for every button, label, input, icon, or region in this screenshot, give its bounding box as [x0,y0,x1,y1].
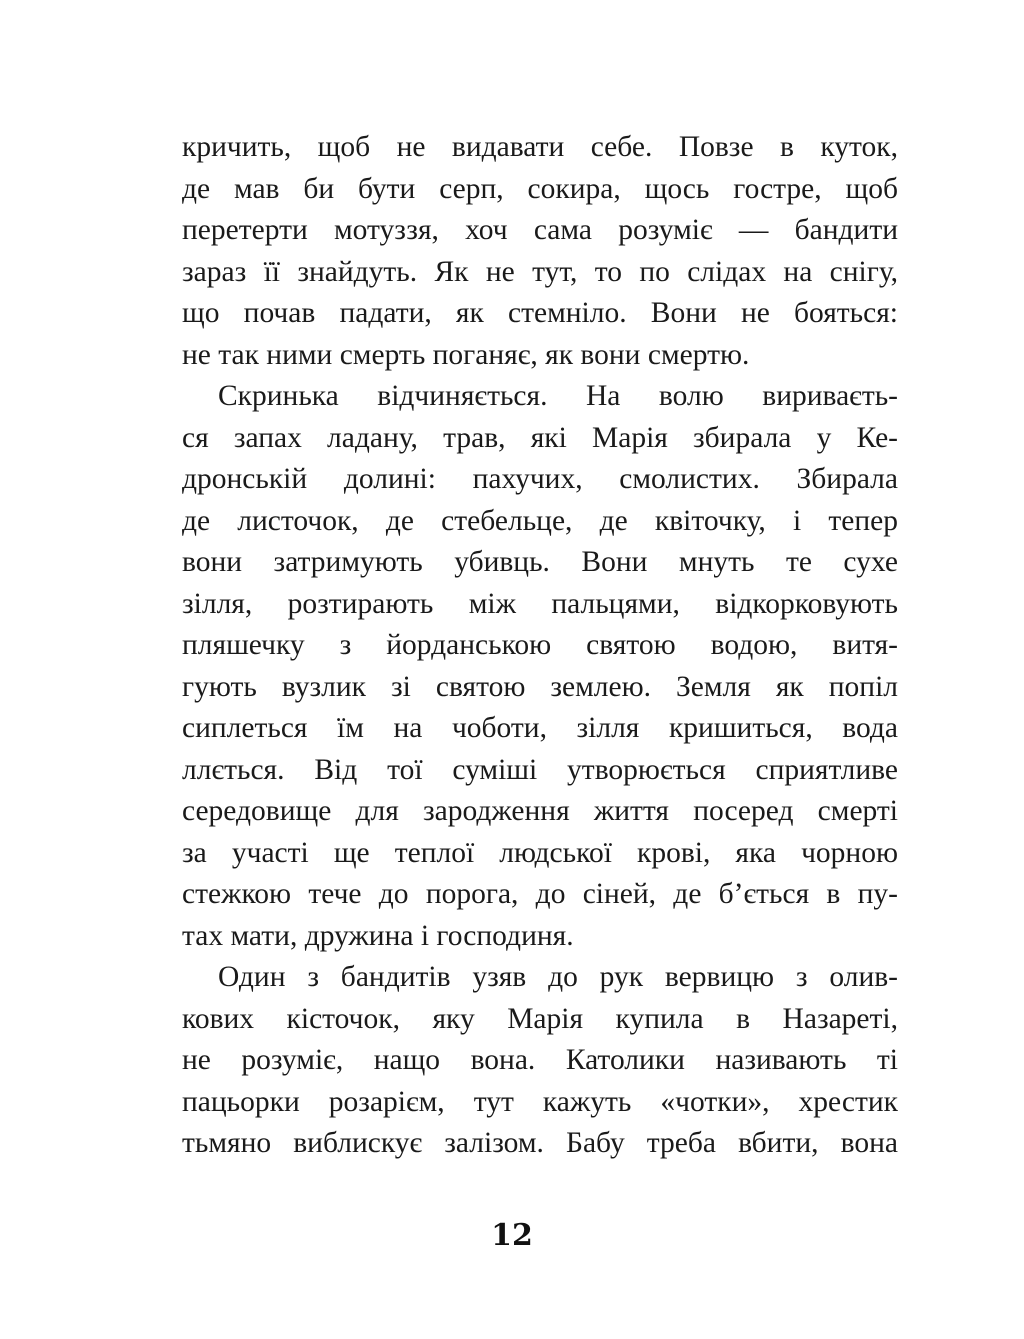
text-line: де мав би бути серп, сокира, щось гостре, щоб [182,172,898,205]
text-line: що почав падати, як стемніло. Вони не бояться: [182,297,898,329]
page-number: 12 [491,1218,533,1253]
paragraph-2 [182,376,898,957]
text-line: тах мати, дружина і господиня. [182,919,574,952]
body-text [182,127,898,1165]
paragraph-3 [182,957,898,1165]
text-line: зілля, розтирають між пальцями, відкорковують [182,587,898,620]
paragraph-1 [182,127,898,376]
text-line: середовище для зародження життя посеред смерті [182,795,898,827]
text-line: де листочок, де стебельце, де квіточку, і тепер [182,504,898,537]
text-line: не так ними смерть поганяє, як вони смертю. [182,338,750,371]
text-line: перетерти мотуззя, хоч сама розуміє — бандити [182,214,898,246]
text-line: Один з бандитів узяв до рук вервицю з олив- [218,961,898,993]
text-line: за участі ще теплої людської крові, яка чорною [182,836,898,869]
text-line: зараз її знайдуть. Як не тут, то по слідах на снігу, [182,255,898,288]
text-line: гують вузлик зі святою землею. Земля як попіл [182,670,898,703]
text-line: Скринька відчиняється. На волю вириваєть- [218,380,898,412]
text-line: вони затримують убивць. Вони мнуть те сухе [182,546,898,578]
text-line: тьмяно виблискує залізом. Бабу треба вбити, вона [182,1127,898,1159]
text-line: сиплеться їм на чоботи, зілля кришиться, вода [182,712,898,744]
text-line: кричить, щоб не видавати себе. Повзе в куток, [182,131,898,163]
text-line: дронській долині: пахучих, смолистих. Збирала [182,463,898,495]
text-line: не розуміє, нащо вона. Католики називають ті [182,1044,898,1076]
text-line: пацьорки розарієм, тут кажуть «чотки», хрестик [182,1085,898,1118]
text-line: кових кісточок, яку Марія купила в Назареті, [182,1002,898,1035]
text-line: ллється. Від тої суміші утворюється сприятливе [182,753,898,786]
text-line: пляшечку з йорданською святою водою, витя- [182,629,898,661]
text-line: стежкою тече до порога, до сіней, де б’ється в пу- [182,878,898,910]
text-line: ся запах ладану, трав, які Марія збирала у Ке- [182,421,898,454]
